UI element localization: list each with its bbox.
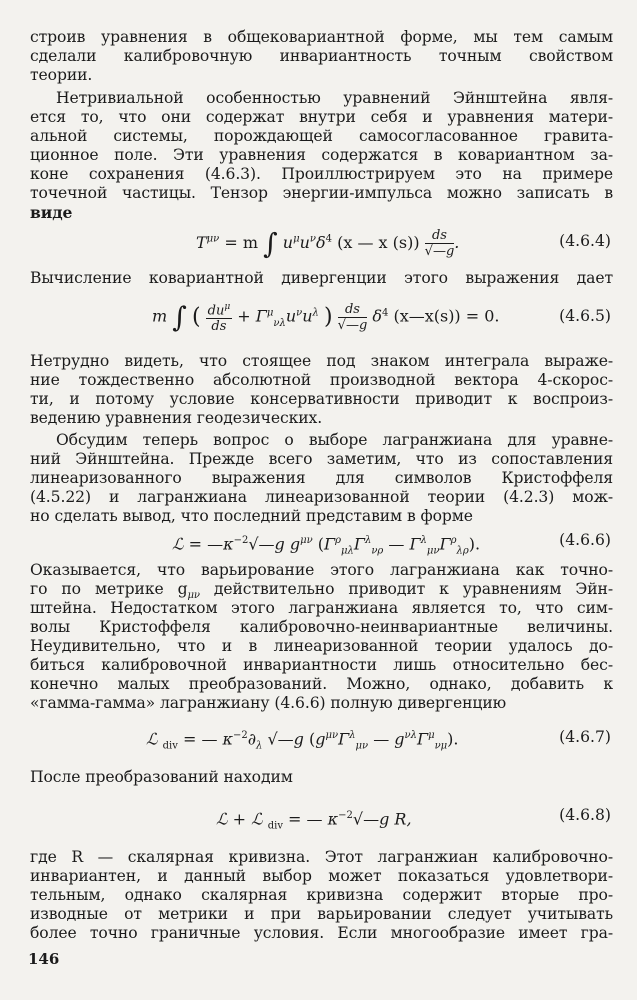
text-fragment: действительно приводит к уравнениям Эйн- [199, 580, 613, 598]
text-line: линеаризованного выражения для символов Кристоффеля [30, 469, 613, 487]
page-number: 146 [28, 950, 60, 968]
equation-4-6-8: ℒ + ℒ $_{div}$ = — $\kappa^{-2}√—g$ R, [216, 809, 412, 832]
equation-number: (4.6.4) [559, 232, 611, 250]
text-line: коне сохранения (4.6.3). Проиллюстрируем это на примере [30, 165, 613, 183]
text-fragment: го по метрике g [30, 580, 188, 598]
text-line: Вычисление ковариантной дивергенции этого выражения дает [30, 269, 613, 287]
text-line: ется то, что они содержат внутри себя и уравнения матери- [30, 108, 613, 126]
equation-4-6-6: ℒ = $—\kappa^{-2}√—g$ $g^{\mu\nu}$ ($\Gamma^\rho_{\mu\lambda}\Gamma^\lambda_{\nu\rho}$ — $\Gamma^\lambda_{\mu\nu}\Gamma^\rho_{\lambda\rho}$). [172, 534, 481, 557]
text-line: «гамма-гамма» лагранжиану (4.6.6) полную дивергенцию [30, 694, 507, 712]
text-line: После преобразований находим [30, 768, 293, 786]
equation-number: (4.6.6) [559, 531, 611, 549]
text-line: сделали калибровочную инвариантность точным свойством [30, 47, 613, 65]
text-line: Оказывается, что варьирование этого лагранжиана как точно- [30, 561, 613, 579]
text-line: Нетрудно видеть, что стоящее под знаком интеграла выраже- [30, 352, 613, 370]
text-line: теории. [30, 66, 93, 84]
text-line: волы Кристоффеля калибровочно-неинвариантные величины. [30, 618, 613, 636]
text-line: ний Эйнштейна. Прежде всего заметим, что из сопоставления [30, 450, 613, 468]
text-line: но сделать вывод, что последний представим в форме [30, 507, 473, 525]
text-line: более точно граничные условия. Если многообразие имеет гра- [30, 924, 613, 942]
text-line: виде [30, 203, 73, 222]
equation-4-6-4: $T^{\mu\nu} = m$ ∫ $u^\mu u^\nu\delta^4$ (x — x (s)) $\frac{ds}{√—g}$ . [196, 227, 460, 260]
text-line: точечной частицы. Тензор энергии-импульса можно записать в [30, 184, 613, 202]
text-line: штейна. Недостатком этого лагранжиана является то, что сим- [30, 599, 613, 617]
equation-number: (4.6.8) [559, 806, 611, 824]
text-line: конечно малых преобразований. Можно, однако, добавить к [30, 675, 613, 693]
text-line: биться калибровочной инвариантности лишь относительно бес- [30, 656, 613, 674]
text-line: Неудивительно, что и в линеаризованной теории удалось до- [30, 637, 613, 655]
text-line: где R — скалярная кривизна. Этот лагранжиан калибровочно- [30, 848, 613, 866]
text-line: го по метрике $g_{\mu\nu}$ действительно приводит к уравнениям Эйн- [30, 580, 613, 602]
text-line: ние тождественно абсолютной производной вектора 4-скорос- [30, 371, 613, 389]
equation-number: (4.6.7) [559, 728, 611, 746]
equation-4-6-5: m ∫ ( $du^\mu$ ds + $\Gamma^\mu_{\nu\lambda}u^\nu u^\lambda$ ) $\frac{ds}{√—g}$ $\delta^4$ (x—x(s)) = 0. [152, 300, 500, 335]
text-line: альной системы, порождающей самосогласованное гравита- [30, 127, 613, 145]
text-line: Нетривиальной особенностью уравнений Эйнштейна явля- [56, 89, 613, 107]
text-line: (4.5.22) и лагранжиана линеаризованной теории (4.2.3) мож- [30, 488, 613, 506]
text-line: ционное поле. Эти уравнения содержатся в ковариантном за- [30, 146, 613, 164]
text-line: Обсудим теперь вопрос о выборе лагранжиана для уравне- [56, 431, 613, 449]
text-line: инвариантен, и данный выбор может показаться удовлетвори- [30, 867, 613, 885]
text-line: тельным, однако скалярная кривизна содержит вторые про- [30, 886, 613, 904]
equation-4-6-7: ℒ $_{div}$ = — $\kappa^{-2}\partial_\lambda$ √—g ($g^{\mu\nu}\Gamma^\lambda_{\mu\nu}$ — $g^{\nu\lambda}\Gamma^\mu_{\nu\mu}$). [146, 729, 459, 752]
text-line: строив уравнения в общековариантной форме, мы тем самым [30, 28, 613, 46]
text-line: ти, и потому условие консервативности приводит к воспроиз- [30, 390, 613, 408]
text-line: ведению уравнения геодезических. [30, 409, 323, 427]
text-line: изводные от метрики и при варьировании следует учитывать [30, 905, 613, 923]
equation-number: (4.6.5) [559, 307, 611, 325]
